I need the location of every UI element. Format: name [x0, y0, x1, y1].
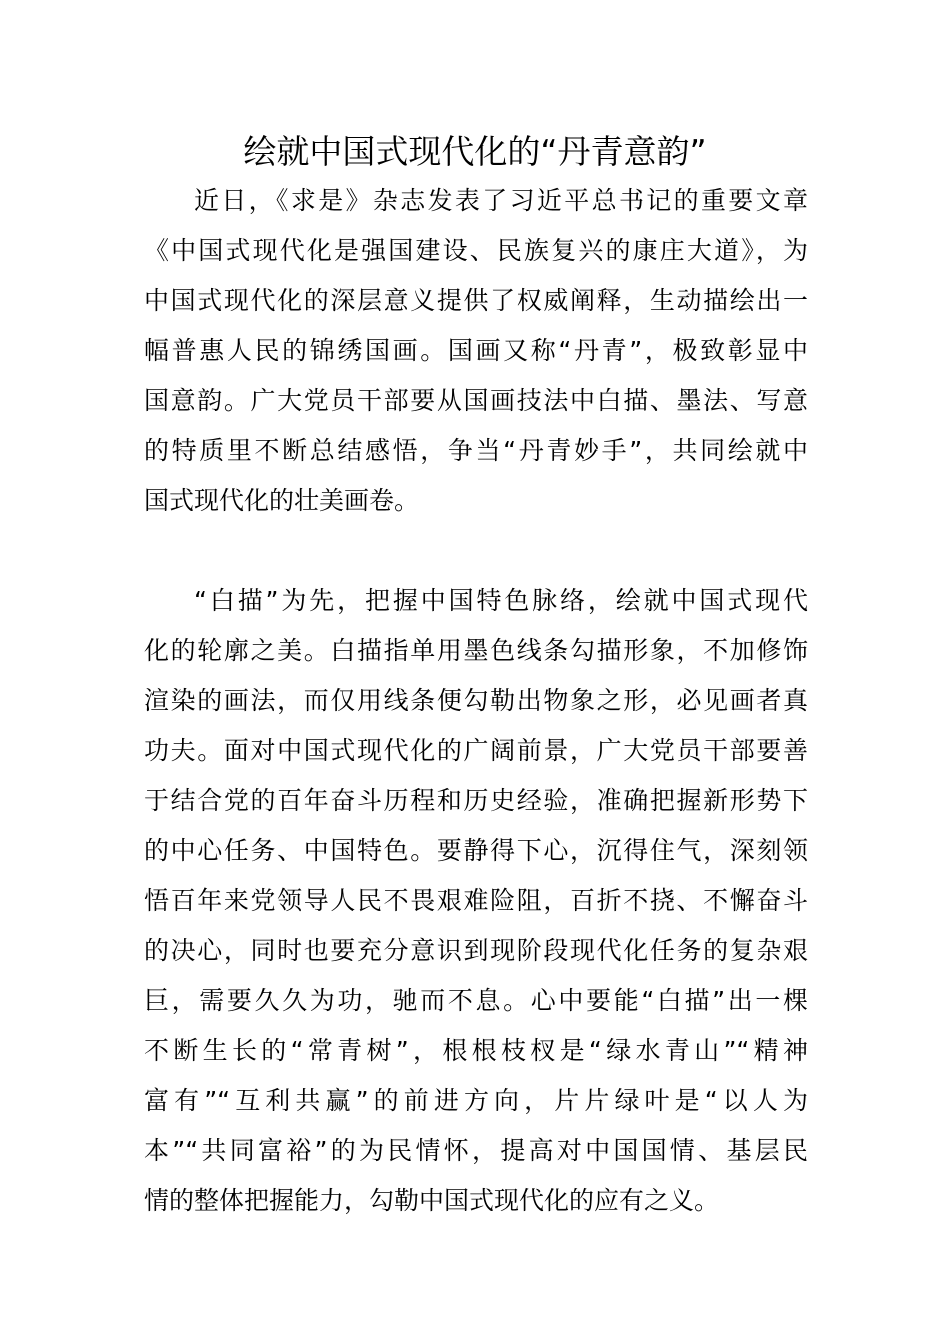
- paragraph-line: 功夫。面对中国式现代化的广阔前景，广大党员干部要善: [144, 736, 808, 765]
- paragraph-line: “白描”为先，把握中国特色脉络，绘就中国式现代: [194, 586, 808, 615]
- paragraph-line: 的决心，同时也要充分意识到现阶段现代化任务的复杂艰: [144, 936, 808, 965]
- document-title: 绘就中国式现代化的“丹青意韵”: [243, 132, 707, 171]
- paragraph-line: 的中心任务、中国特色。要静得下心，沉得住气，深刻领: [144, 836, 808, 865]
- paragraph-line: 本”“共同富裕”的为民情怀，提高对中国国情、基层民: [144, 1136, 808, 1165]
- paragraph-line: 《中国式现代化是强国建设、民族复兴的康庄大道》，为: [144, 236, 808, 265]
- paragraph-line: 国式现代化的壮美画卷。: [144, 486, 420, 515]
- paragraph-line: 情的整体把握能力，勾勒中国式现代化的应有之义。: [144, 1186, 720, 1215]
- paragraph-line: 于结合党的百年奋斗历程和历史经验，准确把握新形势下: [144, 786, 808, 815]
- paragraph-line: 悟百年来党领导人民不畏艰难险阻，百折不挠、不懈奋斗: [144, 886, 808, 915]
- paragraph-line: 巨，需要久久为功，驰而不息。心中要能“白描”出一棵: [144, 986, 808, 1015]
- paragraph-line: 国意韵。广大党员干部要从国画技法中白描、墨法、写意: [144, 386, 808, 415]
- paragraph-line: 的特质里不断总结感悟，争当“丹青妙手”，共同绘就中: [144, 436, 808, 465]
- paragraph-2: [144, 576, 808, 1226]
- paragraph-1: [144, 176, 808, 526]
- paragraph-line: 不断生长的“常青树”，根根枝杈是“绿水青山”“精神: [144, 1036, 808, 1065]
- paragraph-line: 幅普惠人民的锦绣国画。国画又称“丹青”，极致彰显中: [144, 336, 808, 365]
- paragraph-line: 渲染的画法，而仅用线条便勾勒出物象之形，必见画者真: [144, 686, 808, 715]
- paragraph-line: 近日，《求是》杂志发表了习近平总书记的重要文章: [194, 186, 808, 215]
- paragraph-line: 中国式现代化的深层意义提供了权威阐释，生动描绘出一: [144, 286, 808, 315]
- paragraph-line: 化的轮廓之美。白描指单用墨色线条勾描形象，不加修饰: [144, 636, 808, 665]
- paragraph-line: 富有”“互利共赢”的前进方向，片片绿叶是“以人为: [144, 1086, 808, 1115]
